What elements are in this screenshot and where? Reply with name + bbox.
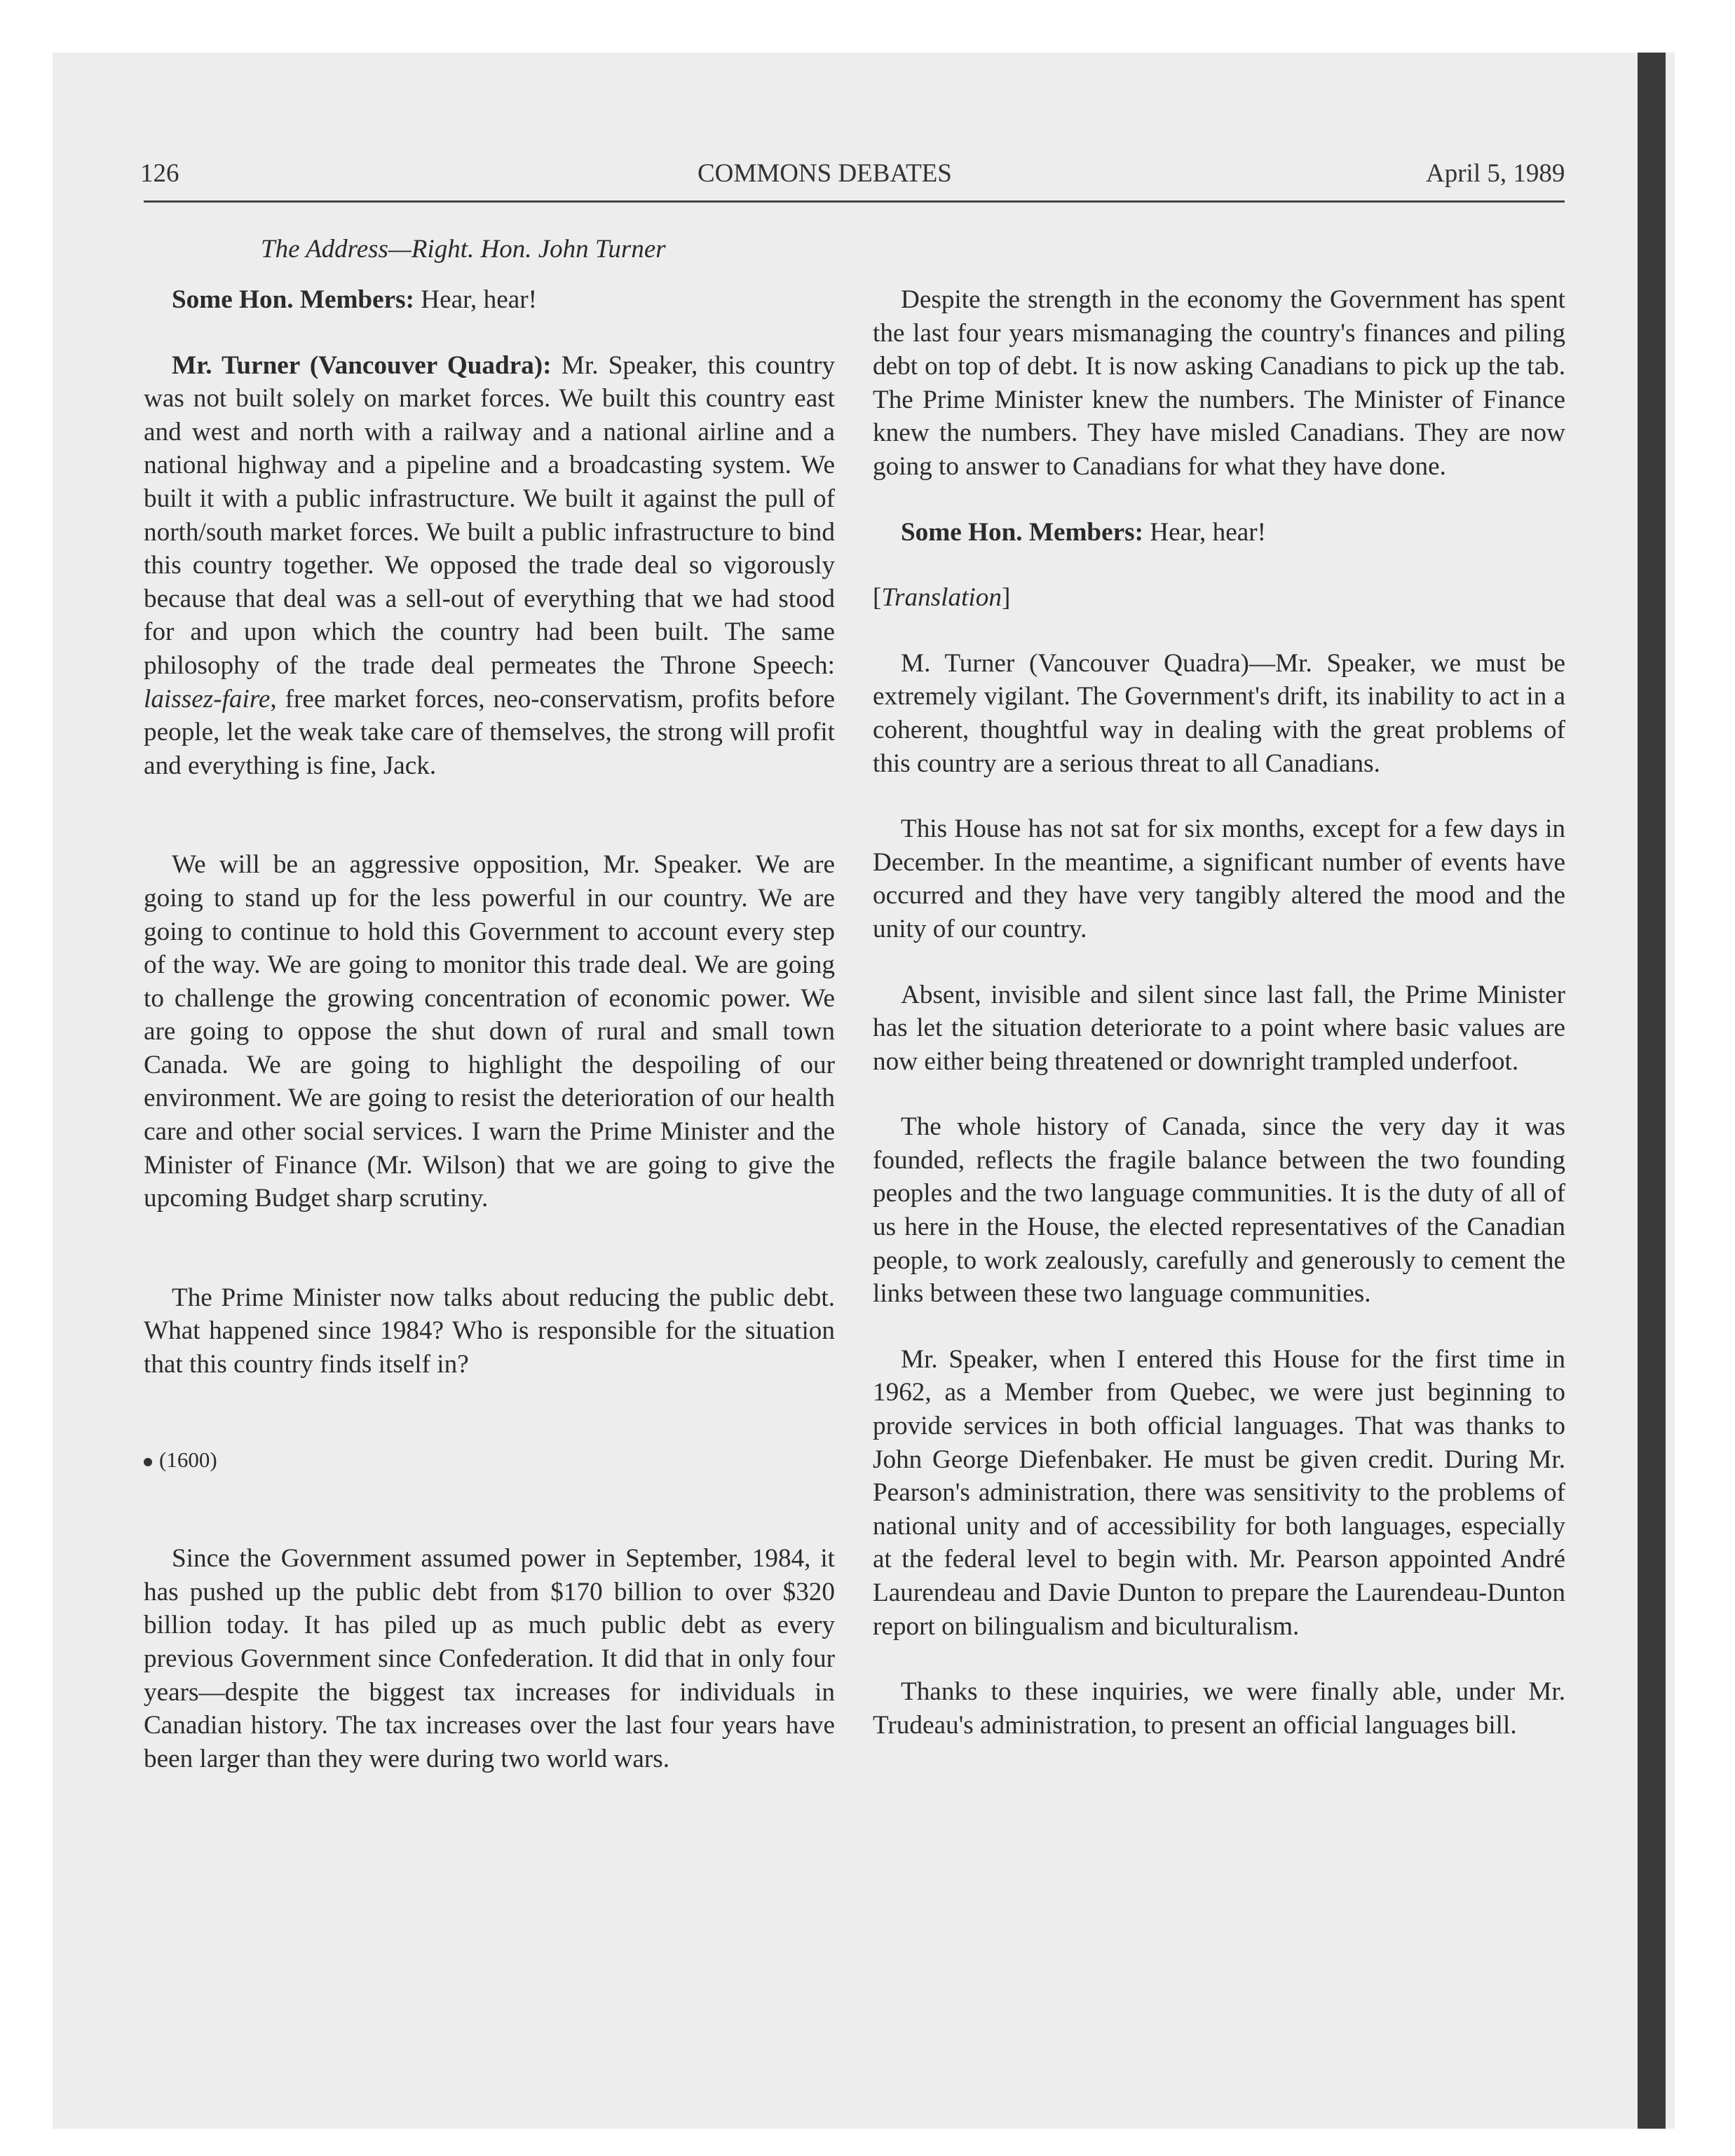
paragraph <box>144 349 835 783</box>
speaker-name: Some Hon. Members: <box>901 517 1143 547</box>
translation-note: [Translation] <box>873 583 1011 613</box>
time-marker <box>144 1443 835 1477</box>
speaker-name: Mr. Turner (Vancouver Quadra): <box>172 350 552 380</box>
paragraph: The whole history of Canada, since the very day it was founded, reflects the fragile balance between the two founding peoples and the two language communities. It is the duty of all of us here in the House, the elected representatives of the Canadian people, to work zealously, carefully and generously to cement the links between these two language communities. <box>873 1112 1565 1309</box>
page-number: 126 <box>140 159 179 188</box>
paragraph: Since the Government assumed power in September, 1984, it has pushed up the public debt from $170 billion to over $320 billion today. It has piled up as much public debt as every previous Government since Confederation. It did that in only four years—despite the biggest tax increases for individuals in Canadian history. The tax increases over the last four years have been larger than they were during two world wars. <box>144 1544 835 1773</box>
speech-text: , free market forces, neo-conservatism, profits before people, let the weak take care of themselves, the strong will profit and everything is fine, Jack. <box>144 684 835 780</box>
paragraph: Despite the strength in the economy the Government has spent the last four years mismanaging the country's finances and piling debt on top of debt. It is now asking Canadians to pick up the tab. The Prime Minister knew the numbers. The Minister of Finance knew the numbers. They have misled Canadians. They are now going to answer to Canadians for what they have done. <box>873 285 1565 481</box>
publication-date: April 5, 1989 <box>1426 159 1565 188</box>
header-rule <box>144 200 1565 203</box>
paragraph: We will be an aggressive opposition, Mr. Speaker. We are going to stand up for the less powerful in our country. We are going to continue to hold this Government to account every step of the way. We are going to monitor this trade deal. We are going to challenge the growing concentration of economic power. We are going to oppose the shut down of rural and small town Canada. We are going to highlight the despoiling of our environment. We are going to resist the deterioration of our health care and other social services. I warn the Prime Minister and the Minister of Finance (Mr. Wilson) that we are going to give the upcoming Budget sharp scrutiny. <box>144 850 835 1213</box>
bullet-icon <box>144 1458 152 1466</box>
speech-text: Hear, hear! <box>414 285 538 314</box>
scan-edge-shadow <box>1638 53 1666 2129</box>
running-head: The Address—Right. Hon. John Turner <box>261 235 666 264</box>
translation-label: Translation <box>881 583 1002 613</box>
italic-term: laissez-faire <box>144 684 271 714</box>
right-column <box>873 283 1565 1742</box>
speech-text: Mr. Speaker, this country was not built solely on market forces. We built this country east and west and north with a railway and a national airline and a national highway and a pipeline and a broadcasting system. We built it with a public infrastructure. We built it against the pull of north/south market forces. We built a public infrastructure to bind this country together. We opposed the trade deal so vigorously because that deal was a sell-out of everything that we had stood for and upon which the country had been built. The same philosophy of the trade deal permeates the Throne Speech: <box>144 350 835 680</box>
paragraph: This House has not sat for six months, except for a few days in December. In the meantime, a significant number of events have occurred and they have very tangibly altered the mood and the unity of our country. <box>873 814 1565 943</box>
paragraph: Thanks to these inquiries, we were finally able, under Mr. Trudeau's administration, to present an official languages bill. <box>873 1677 1565 1740</box>
speech-text: Hear, hear! <box>1143 517 1267 547</box>
speaker-name: Some Hon. Members: <box>172 285 414 314</box>
paragraph: Mr. Speaker, when I entered this House for the first time in 1962, as a Member from Quebec, we were just beginning to provide services in both official languages. That was thanks to John George Diefenbaker. He must be given credit. During Mr. Pearson's administration, there was sensitivity to the problems of national unity and of accessibility for both languages, especially at the federal level to begin with. Mr. Pearson appointed André Laurendeau and Davie Dunton to prepare the Laurendeau-Dunton report on bilingualism and biculturalism. <box>873 1344 1565 1641</box>
paragraph: Absent, invisible and silent since last fall, the Prime Minister has let the situation deteriorate to a point where basic values are now either being threatened or downright trampled underfoot. <box>873 980 1565 1076</box>
paragraph: The Prime Minister now talks about reducing the public debt. What happened since 1984? Who is responsible for the situation that this country finds itself in? <box>144 1283 835 1379</box>
paragraph: M. Turner (Vancouver Quadra)—Mr. Speaker, we must be extremely vigilant. The Government's drift, its inability to act in a coherent, thoughtful way in dealing with the great problems of this country are a serious threat to all Canadians. <box>873 648 1565 778</box>
journal-title: COMMONS DEBATES <box>698 159 952 188</box>
left-column <box>144 283 835 1775</box>
paragraph <box>144 283 835 317</box>
paragraph <box>873 516 1565 550</box>
time-marker-text: (1600) <box>159 1447 217 1472</box>
